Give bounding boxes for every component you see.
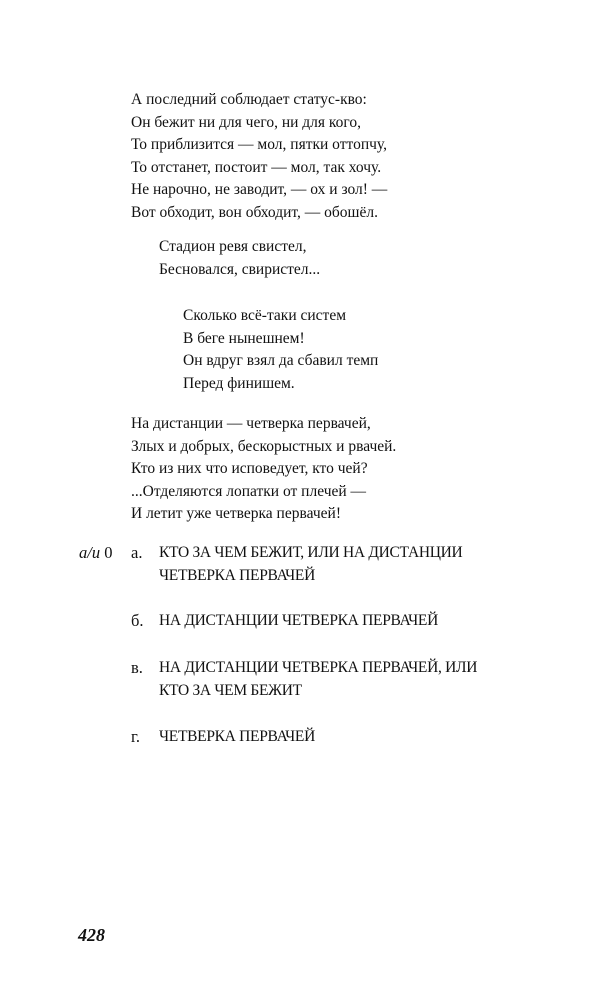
variant-title [159,541,462,587]
variant-letter: г. [131,727,141,746]
poem-line: А последний соблюдает статус-кво: [131,91,367,108]
variant-title-line: КТО ЗА ЧЕМ БЕЖИТ, ИЛИ НА ДИСТАНЦИИ [159,544,463,561]
page-number: 428 [78,925,105,945]
variant-title-line: ЧЕТВЕРКА ПЕРВАЧЕЙ [159,728,315,745]
poem-line: То отстанет, постоит — мол, так хочу. [131,158,382,176]
variant-title-line: КТО ЗА ЧЕМ БЕЖИТ [159,682,302,699]
poem-stanza-2 [159,236,320,281]
poem-line: Он бежит ни для чего, ни для кого, [131,113,361,131]
poem-line: ...Отделяются лопатки от плечей — [131,482,367,500]
poem-stanza-1 [131,89,387,224]
variant-title-line: НА ДИСТАНЦИИ ЧЕТВЕРКА ПЕРВАЧЕЙ [159,612,438,629]
poem-line: Стадион ревя свистел, [159,238,307,255]
variant-title [159,725,315,748]
variant-prefix [79,541,112,564]
variant-prefix-label: а/и [79,543,101,562]
poem-line: На дистанции — четверка первачей, [131,415,371,432]
poem-stanza-3 [183,305,378,395]
variant-letter: б. [131,611,144,630]
poem-line: И летит уже четверка первачей! [131,505,341,522]
poem-line: Сколько всё-таки систем [183,307,347,324]
variant-title [159,609,438,632]
poem-line: Злых и добрых, бескорыстных и рвачей. [131,437,397,455]
poem-line: То приблизится — мол, пятки оттопчу, [131,136,387,153]
variant-title-line: НА ДИСТАНЦИИ ЧЕТВЕРКА ПЕРВАЧЕЙ, ИЛИ [159,659,478,676]
poem-line: В беге нынешнем! [183,329,305,347]
variant-title [159,656,477,702]
variant-letter: в. [131,658,143,677]
poem-line: Бесновался, свиристел... [159,260,321,278]
poem-line: Не нарочно, не заводит, — ох и зол! — [131,181,388,198]
variant-title-line: ЧЕТВЕРКА ПЕРВАЧЕЙ [159,567,315,584]
poem-stanza-4 [131,413,396,526]
poem-line: Кто из них что исповедует, кто чей? [131,460,368,477]
poem-line: Он вдруг взял да сбавил темп [183,352,379,369]
poem-line: Вот обходит, вон обходит, — обошёл. [131,203,378,221]
poem-line: Перед финишем. [183,374,295,392]
variant-letter: а. [131,543,143,562]
variant-prefix-digit: 0 [104,543,113,562]
